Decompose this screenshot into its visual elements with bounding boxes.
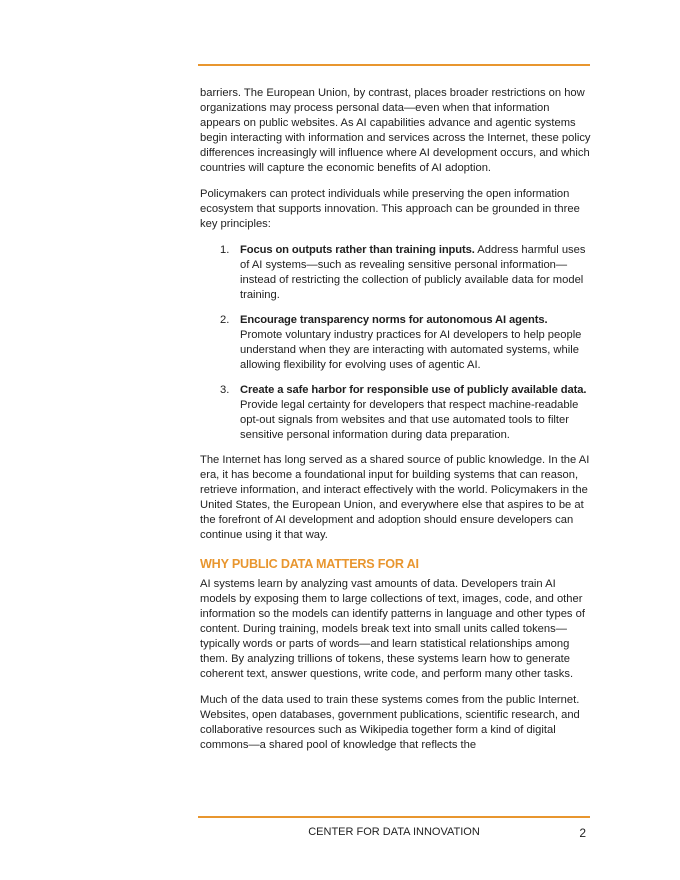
principle-body: Promote voluntary industry practices for AI developers to help people understand when they are interacting with automated systems, while allowing flexibility for evolving uses of agentic AI.	[240, 329, 582, 371]
conclusion-paragraph: The Internet has long served as a shared source of public knowledge. In the AI era, it has become a foundational input for building systems that can reason, retrieve information, and interact effectively with the world. Policymakers in the United States, the European Union, and everywhere else that aspires to be at the forefront of AI development and adoption should ensure developers can continue using it that way.	[200, 454, 590, 541]
section-heading: WHY PUBLIC DATA MATTERS FOR AI	[200, 557, 419, 571]
principles-intro-paragraph: Policymakers can protect individuals while preserving the open information ecosystem that supports innovation. This approach can be grounded in three key principles:	[200, 188, 580, 230]
list-item	[200, 243, 592, 303]
list-number: 3.	[220, 384, 230, 396]
page-body	[200, 86, 592, 764]
principle-heading: Encourage transparency norms for autonomous AI agents.	[240, 314, 548, 326]
principle-heading: Focus on outputs rather than training inputs.	[240, 244, 475, 256]
list-number: 1.	[220, 244, 230, 256]
footer-organization: CENTER FOR DATA INNOVATION	[308, 826, 480, 838]
header-rule	[198, 64, 590, 66]
section-paragraph: AI systems learn by analyzing vast amounts of data. Developers train AI models by exposing them to large collections of text, images, code, and other information so the models can identify patterns in language and other types of content. During training, models break text into small units called tokens—typically words or parts of words—and learn statistical relationships among them. By analyzing trillions of tokens, these systems learn how to generate coherent text, answer questions, write code, and perform many other tasks.	[200, 578, 585, 680]
list-item	[200, 313, 592, 373]
list-number: 2.	[220, 314, 230, 326]
principle-heading: Create a safe harbor for responsible use of publicly available data.	[240, 384, 587, 396]
list-item	[200, 383, 592, 443]
footer-rule	[198, 816, 590, 818]
principle-body: Address harmful uses of AI systems—such as revealing sensitive personal information—instead of restricting the collection of publicly available data for model training.	[240, 244, 586, 301]
page-number: 2	[579, 826, 586, 840]
section-paragraph: Much of the data used to train these systems comes from the public Internet. Websites, open databases, government publications, scientific research, and collaborative resources such as Wikipedia together form a kind of digital commons—a shared pool of knowledge that reflects the	[200, 694, 580, 751]
principles-list	[200, 243, 592, 443]
page-footer	[198, 826, 590, 842]
intro-paragraph: barriers. The European Union, by contrast, places broader restrictions on how organizations may process personal data—even when that information appears on public websites. As AI capabilities advance and agentic systems begin interacting with information and services across the Internet, these policy differences increasingly will influence where AI development occurs, and which countries will capture the economic benefits of AI adoption.	[200, 87, 591, 174]
principle-body: Provide legal certainty for developers that respect machine-readable opt-out signals from websites and that use automated tools to filter sensitive personal information during data preparation.	[240, 399, 579, 441]
